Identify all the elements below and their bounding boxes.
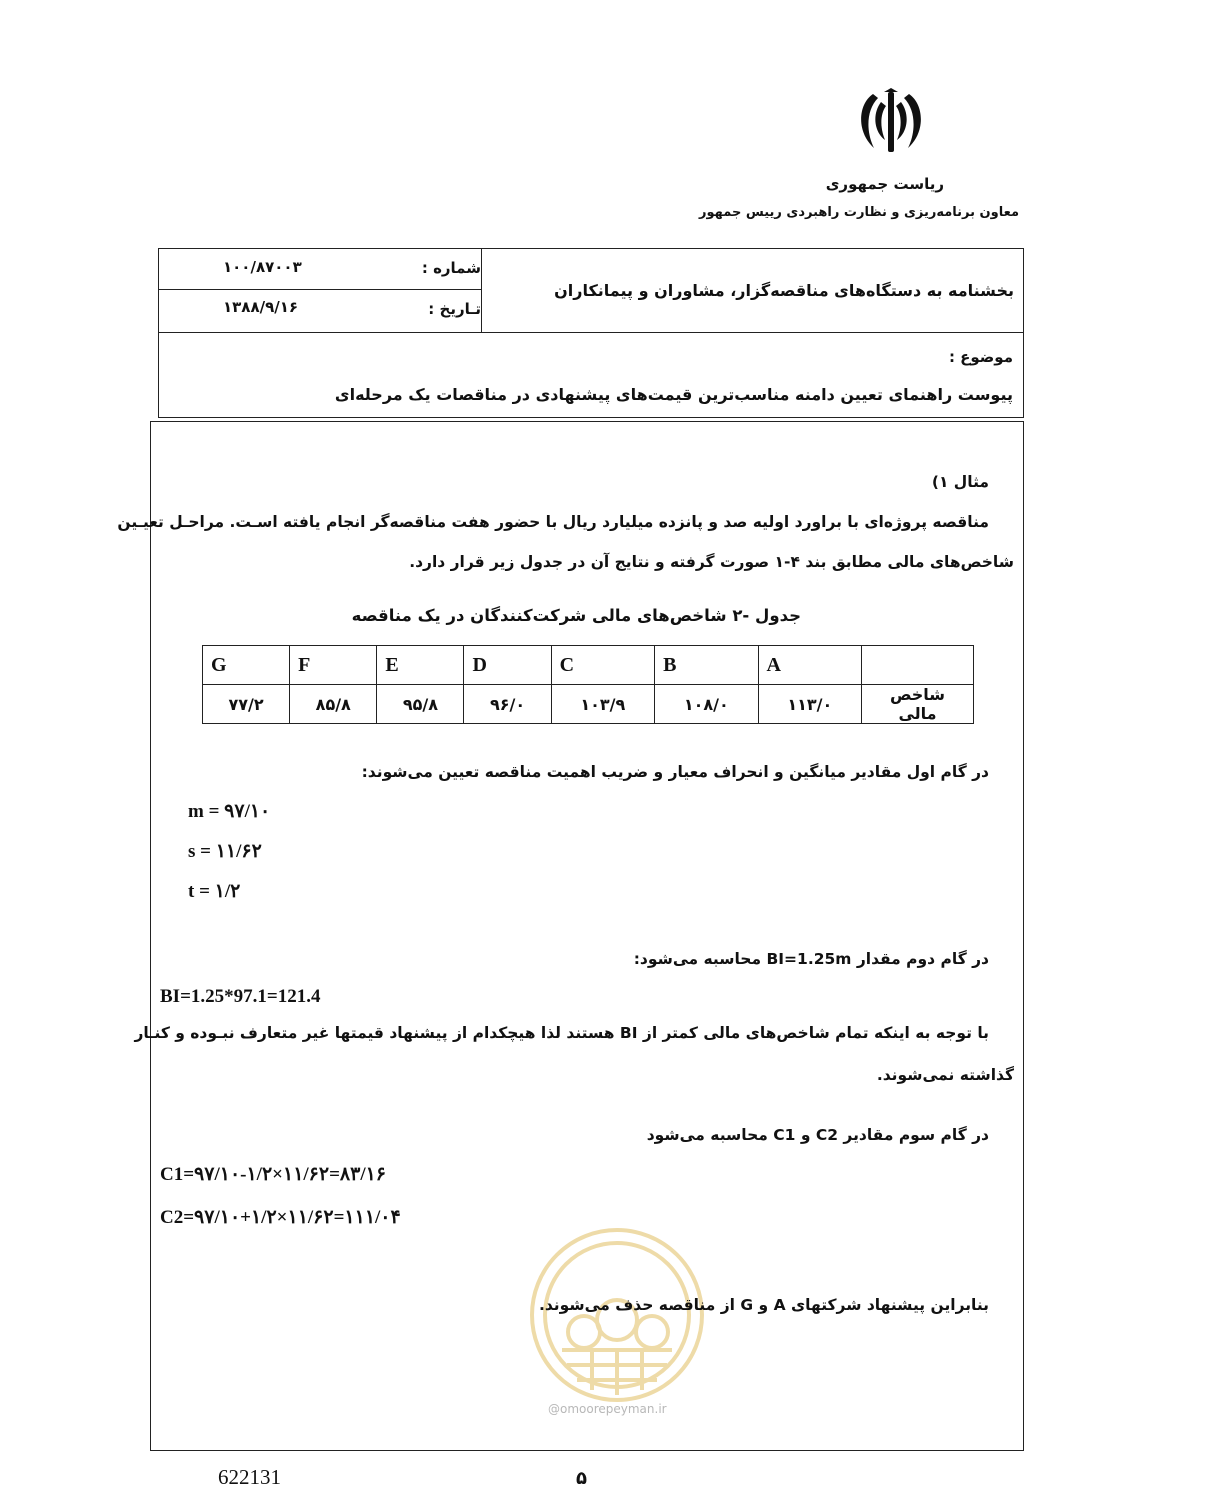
t-equation: t = ۱/۲: [188, 881, 241, 902]
mean-equation: m = ۹۷/۱۰: [188, 801, 271, 822]
subject-label: موضوع :: [948, 348, 1013, 366]
example-title: مثال ۱): [931, 473, 989, 491]
meta-row-divider: [158, 289, 481, 290]
table-caption: جدول -۲ شاخص‌های مالی شرکت‌کنندگان در یک مناقصه: [351, 606, 801, 625]
table-cell-e: ۹۵/۸: [377, 685, 464, 724]
paragraph-1-line-1: مناقصه پروژه‌ای با براورد اولیه صد و پانزده میلیارد ریال با حضور هفت مناقصه‌گر انجام یافته اسـت. مراحـل تعیـین: [117, 513, 989, 531]
document-code: 622131: [218, 1465, 281, 1489]
c2-equation: C2=۹۷/۱۰+۱/۲×۱۱/۶۲=۱۱۱/۰۴: [160, 1207, 401, 1228]
c1-equation: C1=۹۷/۱۰-۱/۲×۱۱/۶۲=۸۳/۱۶: [160, 1164, 387, 1185]
table-cell-b: ۱۰۸/۰: [655, 685, 758, 724]
table-corner: [862, 646, 974, 685]
table-row-label: شاخص مالی: [862, 685, 974, 724]
step-3-text: در گام سوم مقادیر C2 و C1 محاسبه می‌شود: [646, 1126, 989, 1144]
table-header-d: D: [464, 646, 551, 685]
paragraph-2-line-2: گذاشته نمی‌شوند.: [876, 1066, 1014, 1084]
bi-equation: BI=1.25*97.1=121.4: [160, 986, 321, 1007]
paragraph-1-line-2: شاخص‌های مالی مطابق بند ۴-۱ صورت گرفته و نتایج آن در جدول زیر قرار دارد.: [409, 553, 1014, 571]
table-header-b: B: [655, 646, 758, 685]
date-value: ۱۳۸۸/۹/۱۶: [223, 298, 299, 316]
meta-divider: [481, 248, 482, 332]
table-cell-d: ۹۶/۰: [464, 685, 551, 724]
table-cell-f: ۸۵/۸: [290, 685, 377, 724]
recipients: بخشنامه به دستگاه‌های مناقصه‌گزار، مشاوران و پیمانکاران: [554, 281, 1014, 300]
table-cell-g: ۷۷/۲: [203, 685, 290, 724]
org-presidency: ریاست جمهوری: [825, 175, 944, 193]
table-cell-c: ۱۰۳/۹: [551, 685, 654, 724]
table-header-g: G: [203, 646, 290, 685]
table-header-a: A: [758, 646, 861, 685]
table-header-c: C: [551, 646, 654, 685]
table-header-f: F: [290, 646, 377, 685]
org-deputy: معاون برنامه‌ریزی و نظارت راهبردی رییس جمهور: [699, 205, 1019, 220]
paragraph-2-line-1: با توجه به اینکه تمام شاخص‌های مالی کمتر از BI هستند لذا هیچکدام از پیشنهاد قیمتها غیر متعارف نبـوده و کنـار: [134, 1024, 989, 1042]
state-emblem-icon: [848, 88, 934, 156]
date-label: تـاریخ :: [428, 300, 481, 318]
header-divider: [158, 332, 1024, 333]
step-1-text: در گام اول مقادیر میانگین و انحراف معیار و ضریب اهمیت مناقصه تعیین می‌شوند:: [361, 763, 989, 781]
page-number: ۵: [576, 1468, 587, 1489]
table-cell-a: ۱۱۳/۰: [758, 685, 861, 724]
watermark-logo-icon: [522, 1220, 712, 1410]
watermark-handle: @omoorepeyman.ir: [548, 1402, 667, 1416]
stdev-equation: s = ۱۱/۶۲: [188, 841, 262, 862]
number-value: ۱۰۰/۸۷۰۰۳: [223, 258, 302, 276]
subject-text: پیوست راهنمای تعیین دامنه مناسب‌ترین قیمت‌های پیشنهادی در مناقصات یک مرحله‌ای: [334, 385, 1013, 404]
conclusion-text: بنابراین پیشنهاد شرکتهای A و G از مناقصه حذف می‌شوند.: [538, 1296, 989, 1314]
step-2-text: در گام دوم مقدار BI=1.25m محاسبه می‌شود:: [633, 950, 989, 968]
financial-index-table: [202, 645, 974, 724]
number-label: شماره :: [421, 259, 481, 277]
table-header-e: E: [377, 646, 464, 685]
